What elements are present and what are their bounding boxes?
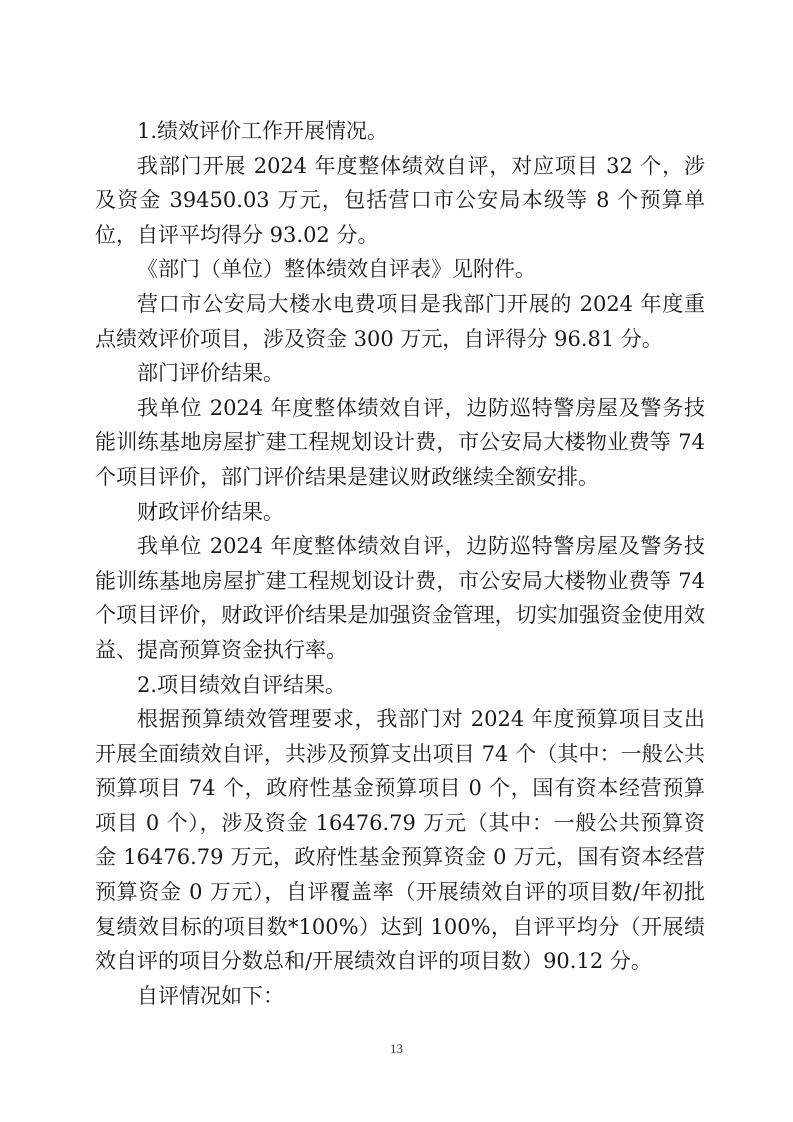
heading-department-result: 部门评价结果。 [137,361,284,386]
body-text [95,114,705,1013]
page-number: 13 [390,1041,403,1056]
paragraph-project-self-evaluation: 根据预算绩效管理要求，我部门对 2024 年度预算项目支出开展全面绩效自评，共涉及预算支出项目 74 个（其中：一般公共预算项目 74 个，政府性基金预算项目 0 个，国有资本经营预算项目 0 个），涉及资金 16476.79 万元（其中：一般公共预算资金 16476.79 万元，政府性基金预算资金 0 万元，国有资本经营预算资金 0 万元），自评覆盖率（开展绩效自评的项目数/年初批复绩效目标的项目数*100%）达到 100%，自评平均分（开展绩效自评的项目分数总和/开展绩效自评的项目数）90.12 分。 [95,707,705,974]
heading-evaluation-work: 1.绩效评价工作开展情况。 [137,119,389,143]
paragraph-finance-result: 我单位 2024 年度整体绩效自评，边防巡特警房屋及警务技能训练基地房屋扩建工程规划设计费，市公安局大楼物业费等 74 个项目评价，财政评价结果是加强资金管理，切实加强资金使用效益、提高预算资金执行率。 [95,534,705,662]
paragraph-department-result: 我单位 2024 年度整体绩效自评，边防巡特警房屋及警务技能训练基地房屋扩建工程规划设计费，市公安局大楼物业费等 74 个项目评价，部门评价结果是建议财政继续全额安排。 [95,395,705,489]
paragraph-attachment-note: 《部门（单位）整体绩效自评表》见附件。 [137,257,536,282]
paragraph-overall-self-evaluation: 我部门开展 2024 年度整体绩效自评，对应项目 32 个，涉及资金 39450.03 万元，包括营口市公安局本级等 8 个预算单位，自评平均得分 93.02 分。 [95,153,705,247]
heading-finance-result: 财政评价结果。 [137,499,284,524]
heading-project-self-evaluation: 2.项目绩效自评结果。 [137,672,347,697]
paragraph-key-project: 营口市公安局大楼水电费项目是我部门开展的 2024 年度重点绩效评价项目，涉及资金 300 万元，自评得分 96.81 分。 [95,291,705,351]
paragraph-self-evaluation-intro: 自评情况如下： [137,983,284,1008]
